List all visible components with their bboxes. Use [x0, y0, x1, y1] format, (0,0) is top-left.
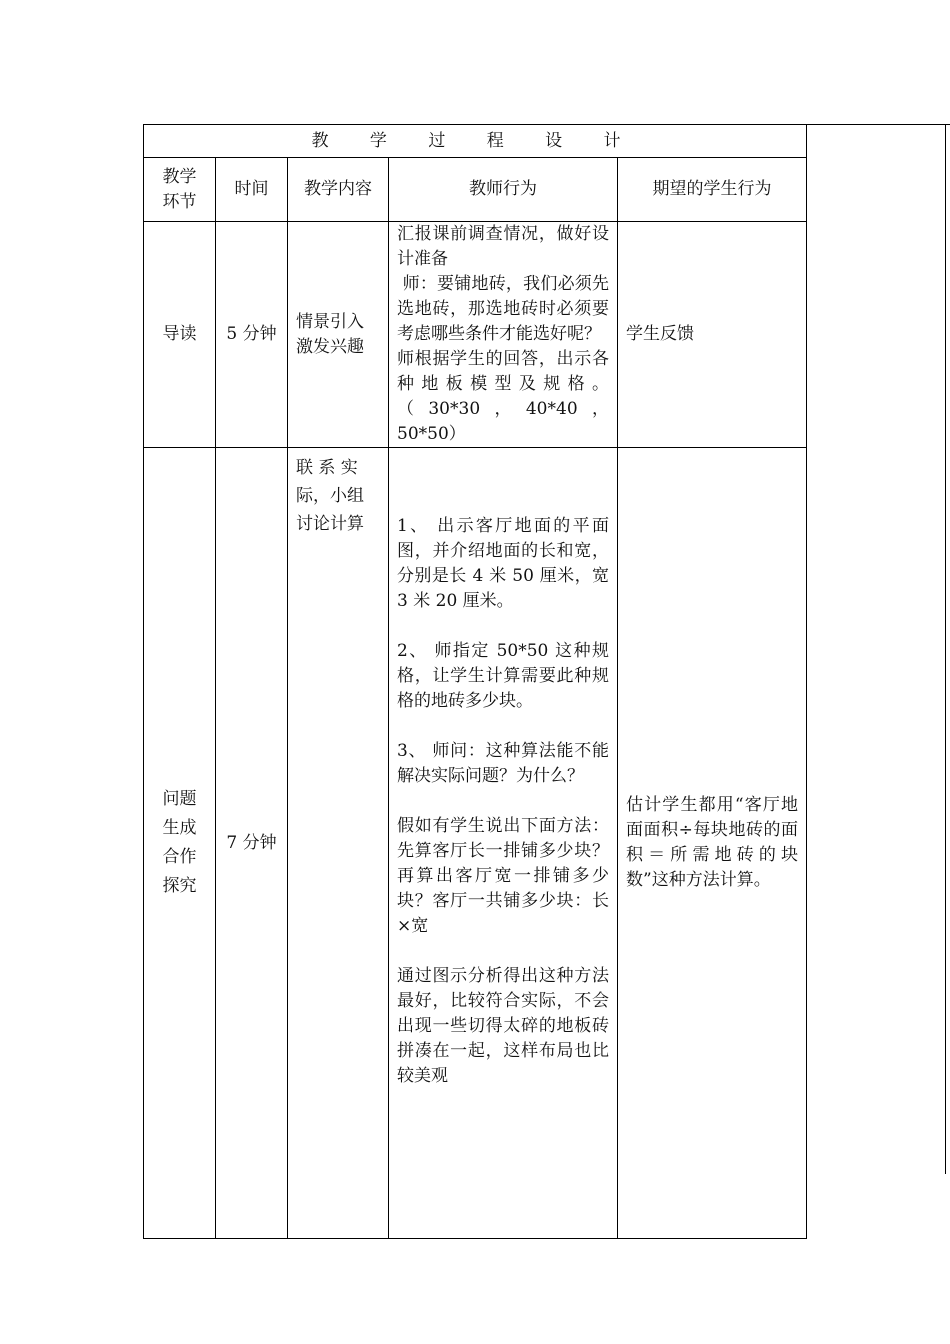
table-title-row	[144, 125, 807, 158]
row1-content: 情景引入 激发兴趣	[288, 222, 389, 448]
header-content: 教学内容	[288, 158, 389, 222]
header-time: 时间	[216, 158, 288, 222]
row1-teacher: 汇报课前调查情况，做好设计准备 师：要铺地砖，我们必须先选地砖，那选地砖时必须要考虑哪些条件才能选好呢？ 师根据学生的回答，出示各种地板模型及规格。（30*30，40*40，50*50）	[389, 222, 618, 448]
teaching-process-table	[143, 124, 807, 1239]
table-title: 教 学 过 程 设 计	[144, 125, 807, 158]
row1-student: 学生反馈	[618, 222, 807, 448]
header-stage: 教学 环节	[144, 158, 216, 222]
row2-student: 估计学生都用“客厅地面面积÷每块地砖的面积＝所需地砖的块数”这种方法计算。	[618, 448, 807, 1239]
row2-teacher: 1、 出示客厅地面的平面图，并介绍地面的长和宽，分别是长 4 米 50 厘米，宽 3 米 20 厘米。 2、 师指定 50*50 这种规格，让学生计算需要此种规格的地砖多少块。 3、 师问：这种算法能不能解决实际问题？为什么？ 假如有学生说出下面方法：先算客厅长一排铺多少块？再算出客厅宽一排铺多少块？客厅一共铺多少块：长×宽 通过图示分析得出这种方法最好，比较符合实际，不会出现一些切得太碎的地板砖拼凑在一起，这样布局也比较美观	[389, 448, 618, 1239]
row2-stage: 问题 生成 合作 探究	[144, 448, 216, 1239]
stray-rule-right	[945, 124, 946, 1174]
header-teacher: 教师行为	[389, 158, 618, 222]
table-row	[144, 448, 807, 1239]
row1-stage: 导读	[144, 222, 216, 448]
header-student: 期望的学生行为	[618, 158, 807, 222]
table-header-row	[144, 158, 807, 222]
row2-time: 7 分钟	[216, 448, 288, 1239]
stray-rule-top	[806, 124, 950, 125]
row2-content: 联 系 实 际，小组 讨论计算	[288, 448, 389, 1239]
table-row	[144, 222, 807, 448]
row1-time: 5 分钟	[216, 222, 288, 448]
